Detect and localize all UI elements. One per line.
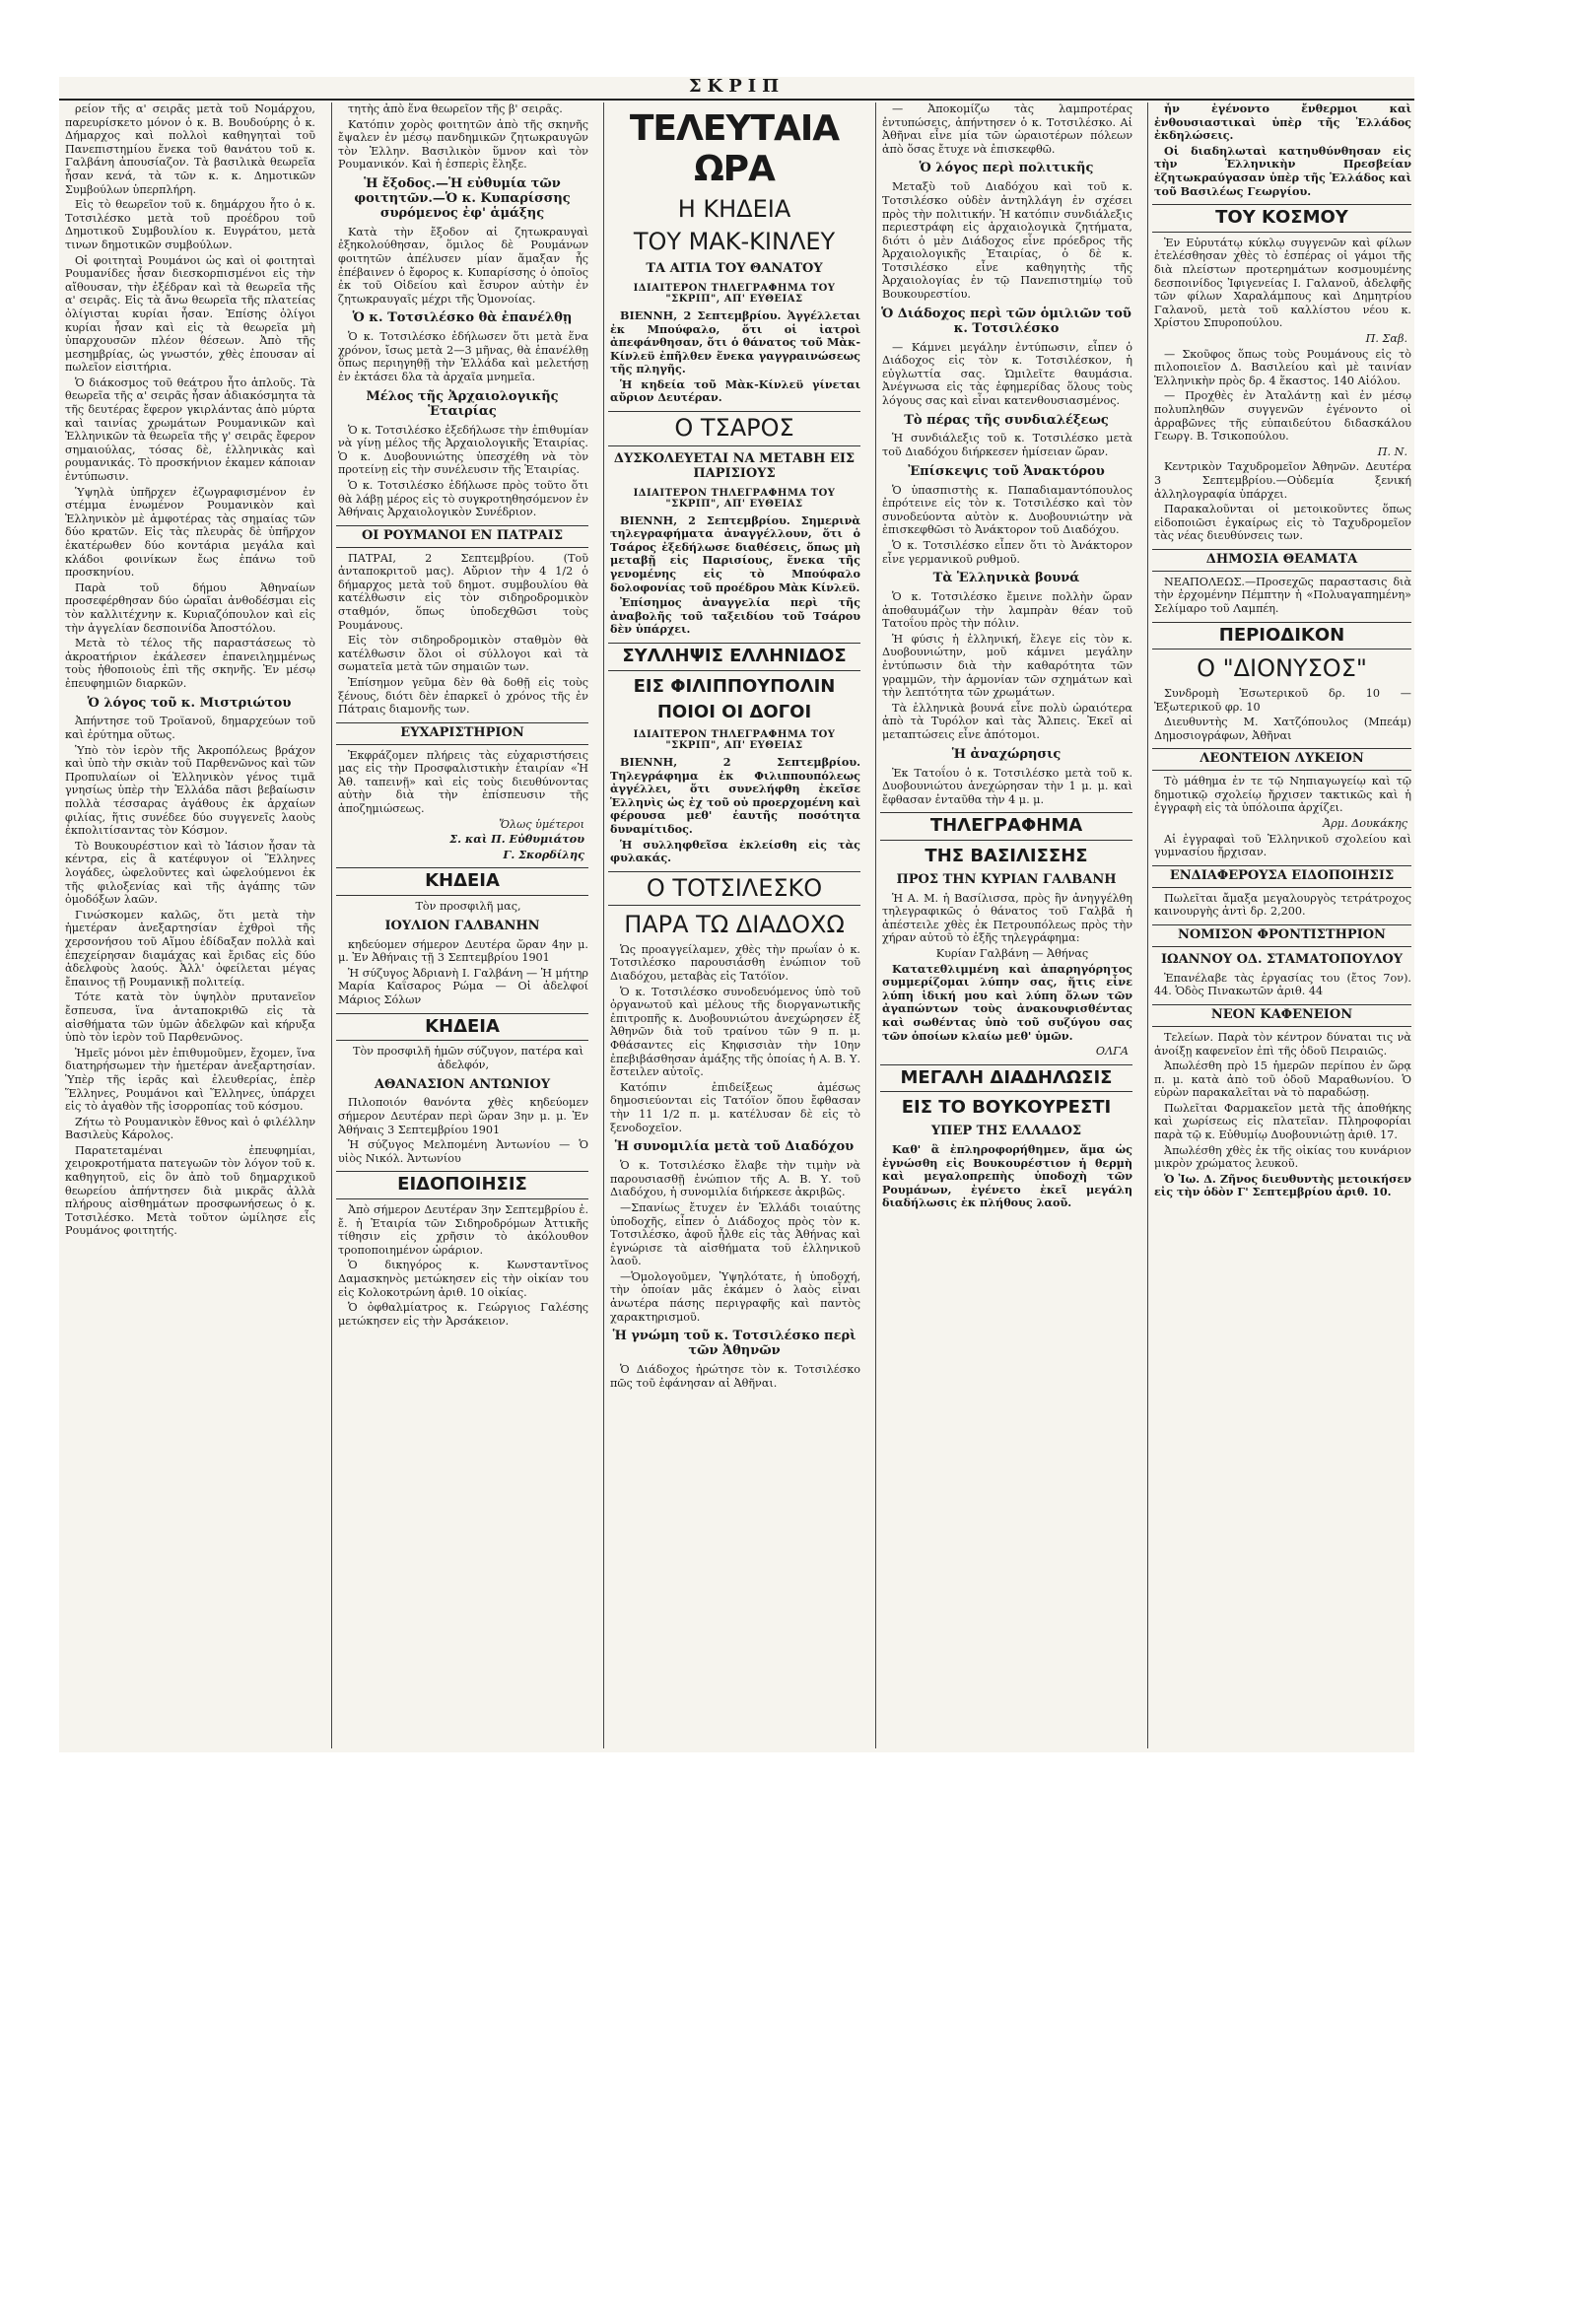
paragraph: Διευθυντὴς Μ. Χατζόπουλος (Μπεάμ) Δημοσιογράφων, Ἀθῆναι — [1154, 716, 1411, 742]
paragraph: Ὁ κ. Τοτσιλέσκο ἐδήλωσεν ὅτι μετὰ ἕνα χρόνον, ἴσως μετὰ 2—3 μῆνας, θὰ ἐπανέλθῃ ὅπως περιηγηθῇ τὴν Ἑλλάδα καὶ μελετήσῃ ἐν ἐκτάσει δλα τὰ ἀρχαῖα μνημεῖα. — [338, 330, 588, 384]
paragraph: —Ὁμολογοῦμεν, Ὑψηλότατε, ἡ ὑποδοχή, τὴν ὁποίαν μᾶς ἐκάμεν ὁ λαὸς εἶναι ἀνωτέρα πάσης περιγραφῆς καὶ παντὸς χαρακτηρισμοῦ. — [610, 1269, 860, 1324]
paragraph: Τελείων. Παρὰ τὸν κέντρον δύναται τις νὰ ἀνοίξῃ καφενεῖον ἐπὶ τῆς ὁδοῦ Πειραιῶς. — [1154, 1030, 1411, 1058]
paragraph: ΒΙΕΝΝΗ, 2 Σεπτεμβρίου. Σημερινὰ τηλεγραφήματα ἀναγγέλλουν, ὅτι ὁ Τσάρος ἐξεδήλωσε διαθέσεις, ὅπως μὴ μεταβῇ εἰς Παρισίους, ἕνεκα τῆς γενομένης εἰς τὸ Μπούφαλο δολοφονίας τοῦ προέδρου Μὰκ Κίνλεϋ. — [610, 513, 860, 594]
deceased-name: ΙΟΥΛΙΟΝ ΓΑΛΒΑΝΗΝ — [384, 918, 540, 933]
section-heading: ΠΕΡΙΟΔΙΚΟΝ — [1152, 622, 1411, 650]
subheading: Τὰ Ἑλληνικὰ βουνά — [932, 571, 1080, 586]
masthead: ΣΚΡΙΠ — [59, 77, 1414, 101]
paragraph: Ἡ σύζυγος Μελπομένη Ἀντωνίου — Ὁ υἱὸς Νικόλ. Ἀντωνίου — [338, 1138, 588, 1165]
paragraph: Ὁ Διάδοχος ἠρώτησε τὸν κ. Τοτσιλέσκο πῶς τοῦ ἐφάνησαν αἱ Ἀθῆναι. — [610, 1363, 860, 1390]
column-1 — [59, 103, 319, 1748]
subheading: Ὁ κ. Τοτσιλέσκο θὰ ἐπανέλθῃ — [352, 310, 573, 326]
paragraph: Τὸν προσφιλῆ ἡμῶν σύζυγον, πατέρα καὶ ἀδελφόν, — [352, 1045, 584, 1071]
paragraph: Τὰ ἑλληνικὰ βουνά εἶνε πολὺ ὡραιότερα ἀπὸ τὰ Τυρόλον καὶ τὰς Ἄλπεις. Ἐκεῖ αἱ μεταπτώσεις εἶνε ἀπότομοι. — [882, 701, 1132, 741]
paragraph: Ὁ κ. Τοτσιλέσκο ἐδήλωσε πρὸς τοῦτο ὅτι θὰ λάβῃ μέρος εἰς τὸ συγκροτηθησόμενον ἐν Ἀθήναις Ἀρχαιολογικὸν Συνέδριον. — [338, 478, 588, 519]
subheading: ΔΥΣΚΟΛΕΥΕΤΑΙ ΝΑ ΜΕΤΑΒΗ ΕΙΣ ΠΑΡΙΣΙΟΥΣ — [613, 450, 856, 481]
paragraph: Ὁ κ. Τοτσιλέσκο εἶπεν ὅτι τὸ Ἀνάκτορον εἶνε γερμανικοῦ ρυθμοῦ. — [882, 538, 1132, 566]
paragraph: ΒΙΕΝΝΗ, 2 Σεπτεμβρίου. Ἀγγέλλεται ἐκ Μπούφαλο, ὅτι οἱ ἰατροὶ ἀπεφάνθησαν, ὅτι ὁ θάνατος τοῦ Μὰκ-Κίνλεϋ ἐπῆλθεν ἕνεκα γαγγραινώσεως τῆς πληγῆς. — [610, 308, 860, 376]
paragraph: Παρὰ τοῦ δήμου Ἀθηναίων προσεφέρθησαν δύο ὡραῖαι ἀνθοδέσμαι εἰς τὸν καλλιτέχνην κ. Κυριαζόπουλον καὶ εἰς τὴν ἀγγελίαν δεσποινίδα Ἀποστόλου. — [65, 581, 315, 635]
headline: ΣΥΛΛΗΨΙΣ ΕΛΛΗΝΙΔΟΣ — [608, 643, 860, 671]
paragraph: Ὁ κ. Τοτσιλέσκο συνοδευόμενος ὑπὸ τοῦ ὀργανωτοῦ καὶ μέλους τῆς διοργανωτικῆς ἐπιτροπῆς κ. Δυοβουνιώτου ἀνεχώρησεν ἐξ Ἀθηνῶν διὰ τοῦ τραίνου τῶν 9 π. μ. Φθάσαντες εἰς Κηφισσιὰν τὴν 10ην ἐπεβιβάσθησαν ἁμάξης τῆς ὁποίας ἡ Α. Β. Υ. ἔστειλεν αὐτοῖς. — [610, 985, 860, 1079]
paragraph: Ἡ σύζυγος Ἀδριανὴ Ι. Γαλβάνη — Ἡ μήτηρ Μαρία Καΐσαρος Ρώμα — Οἱ ἀδελφοί Μάριος Σόλων — [338, 966, 588, 1007]
dispatch-line: ΙΔΙΑΙΤΕΡΟΝ ΤΗΛΕΓΡΑΦΗΜΑ ΤΟΥ "ΣΚΡΙΠ", ΑΠ' ΕΥΘΕΙΑΣ — [633, 487, 836, 511]
paragraph: Μεταξὺ τοῦ Διαδόχου καὶ τοῦ κ. Τοτσιλέσκο οὐδὲν ἀντηλλάγη ἐν σχέσει πρὸς τὴν πολιτικήν. Ἡ κατόπιν συνδιάλεξις περιεστράφη εἰς ἀρχαιολογικὰ ζητήματα, διότι ὁ μὲν Διάδοχος εἶνε πρόεδρος τῆς Ἀρχαιολογικῆς Ἑταιρίας, ὁ δὲ κ. Τοτσιλέσκο εἶνε καθηγητὴς τῆς Ἀρχαιολογίας ἐν τῷ Πανεπιστημίῳ τοῦ Βουκουρεστίου. — [882, 180, 1132, 302]
subheading: Ἡ συνομιλία μετὰ τοῦ Διαδόχου — [614, 1139, 855, 1155]
paragraph: Συνδρομὴ Ἐσωτερικοῦ δρ. 10 — Ἐξωτερικοῦ φρ. 10 — [1154, 686, 1411, 714]
newspaper-page — [59, 77, 1414, 1752]
paragraph: Κατόπιν χορὸς φοιτητῶν ἀπὸ τῆς σκηνῆς ἔψαλεν ἐν μέσῳ πανδημικῶν ζητωκραυγῶν τὸν Ἑλλην. Βασιλικὸν ὕμνον καὶ τὸν Ρουμανικόν. Καὶ ἡ ἑσπερὶς ἔληξε. — [338, 117, 588, 171]
headline: Ο "ΔΙΟΝΥΣΟΣ" — [1197, 654, 1367, 683]
paragraph: Οἱ διαδηλωταὶ κατηυθύνθησαν εἰς τὴν Ἑλληνικὴν Πρεσβείαν ἐζητωκραύγασαν ὑπὲρ τῆς Ἑλλάδος καὶ τοῦ Βασιλέως Γεωργίου. — [1154, 143, 1411, 198]
paragraph: Ὁ κ. Τοτσιλέσκο ἔμεινε πολλὴν ὥραν ἀποθαυμάζων τὴν λαμπρὰν θέαν τοῦ Τατοΐου πρὸς τὴν πόλιν. — [882, 590, 1132, 631]
subheading: Μέλος τῆς Ἀρχαιολογικῆς Ἑταιρίας — [366, 388, 559, 419]
section-heading: ΝΕΟΝ ΚΑΦΕΝΕΙΟΝ — [1152, 1004, 1411, 1027]
paragraph: Ἐκφράζομεν πλήρεις τὰς εὐχαριστήσεις μας εἰς τὴν Προσφαλιστικὴν ἑταιρίαν «Ἡ Ἀθ. ταπεινῇ» καὶ εἰς τοὺς διευθύνοντας αὐτὴν διὰ τὴν ἐπίσπευσιν τῆς ἀποζημιώσεως. — [338, 748, 588, 816]
column-3 — [603, 103, 864, 1748]
paragraph: Ὁ ὀφθαλμίατρος κ. Γεώργιος Γαλέσης μετώκησεν εἰς τὴν Ἀρσάκειον. — [338, 1301, 588, 1328]
paragraph: Ζήτω τὸ Ρουμανικὸν ἔθνος καὶ ὁ φιλέλλην Βασιλεὺς Κάρολος. — [65, 1115, 315, 1142]
signature: Ὅλως ὑμέτεροι — [499, 817, 584, 831]
paragraph: Ἡ συνδιάλεξις τοῦ κ. Τοτσιλέσκο μετὰ τοῦ Διαδόχου διήρκεσεν ἡμίσειαν ὥραν. — [882, 432, 1132, 459]
paragraph: Ἀπωλέσθη πρὸ 15 ἡμερῶν περίπου ἐν ὥρᾳ π. μ. κατὰ ἀπὸ τοῦ ὁδοῦ Μαραθωνίου. Ὁ εὑρὼν παρακαλεῖται νὰ τὸ παραδώσῃ. — [1154, 1059, 1411, 1100]
headline: ΕΙΣ ΤΟ ΒΟΥΚΟΥΡΕΣΤΙ — [901, 1097, 1112, 1119]
paragraph: Ἡ Α. Μ. ἡ Βασίλισσα, πρὸς ἣν ἀνηγγέλθη τηλεγραφικῶς ὁ θάνατος τοῦ Γαλβᾶ ἡ ἀπέστειλε χθὲς ἐκ Πετρουπόλεως πρὸς τὴν χήραν αὐτοῦ τὸ ἑξῆς τηλεγράφημα: — [882, 891, 1132, 945]
paragraph: Ἡ φύσις ἡ ἑλληνική, ἔλεγε εἰς τὸν κ. Δυοβουνιώτην, μοῦ κάμνει μεγάλην ἐντύπωσιν διὰ τὴν καθαρότητα τῶν γραμμῶν, τὴν ἁρμονίαν τῶν σχημάτων καὶ τὴν λεπτότητα τῶν χρωμάτων. — [882, 632, 1132, 700]
paragraph: Καθ' ἃ ἐπληροφορήθημεν, ἅμα ὡς ἐγνώσθη εἰς Βουκουρέστιον ἡ θερμὴ καὶ μεγαλοπρεπὴς ὑποδοχὴ τῶν Ρουμάνων, ἐγένετο ἐκεῖ μεγάλη διαδήλωσις ἐκ πλήθους λαοῦ. — [882, 1142, 1132, 1210]
section-heading: ΚΗΔΕΙΑ — [336, 1013, 588, 1042]
section-heading: ΛΕΟΝΤΕΙΟΝ ΛΥΚΕΙΟΝ — [1152, 748, 1411, 771]
column-4 — [875, 103, 1136, 1748]
paragraph: Πιλοποιόν θανόντα χθὲς κηδεύομεν σήμερον Δευτέραν περὶ ὥραν 3ην μ. μ. Ἐν Ἀθήναις 3 Σεπτεμβρίου 1901 — [338, 1096, 588, 1136]
paragraph: Εἰς τὸν σιδηροδρομικὸν σταθμὸν θὰ κατέλθωσιν ὅλοι οἱ σύλλογοι καὶ τὰ σωματεῖα μετὰ τῶν σημαιῶν των. — [338, 634, 588, 674]
paragraph: Γινώσκομεν καλῶς, ὅτι μετὰ τὴν ἡμετέραν ἀνεξαρτησίαν ἐχθροὶ τῆς χερσονήσου τοῦ Αἵμου ἐδίδαξαν πολλὰ καὶ ἐπεχείρησαν διαμάχας καὶ ἔριδας εἰς δύο ἀδελφοὺς λαούς. Ἀλλ' ὀφείλεται μέγας ἔπαινος τῇ Ρουμανικῇ πολιτείᾳ. — [65, 908, 315, 989]
column-5 — [1147, 103, 1415, 1748]
paragraph: Ὁ ὑπασπιστὴς κ. Παπαδιαμαντόπουλος ἐπρότεινε εἰς τὸν κ. Τοτσιλέσκο καὶ τὸν συνοδεύοντα αὐτὸν κ. Δυοβουνιώτην νὰ ἐπισκεφθῶσι τὸ Ἀνάκτορον τοῦ Διαδόχου. — [882, 483, 1132, 537]
paragraph: Ὡς προαγγείλαμεν, χθὲς τὴν πρωΐαν ὁ κ. Τοτσιλέσκο παρουσιάσθη ἐνώπιον τοῦ Διαδόχου, μεταβὰς εἰς Τατόϊον. — [610, 942, 860, 984]
paragraph: Ἐν Εὐρυτάτῳ κύκλῳ συγγενῶν καὶ φίλων ἐτελέσθησαν χθὲς τὸ ἑσπέρας οἱ γάμοι τῆς διὰ πλείστων προτερημάτων κοσμουμένης δεσποινίδος Ἰφιγενείας Ι. Γαλανοῦ, ἀδελφῆς τῶν φίλων Χαραλάμπους καὶ Δημητρίου Γαλανοῦ, μετὰ τοῦ καλλίστου νέου κ. Χρίστου Σπυροπούλου. — [1154, 236, 1411, 330]
paragraph: — Προχθὲς ἐν Ἀταλάντῃ καὶ ἐν μέσῳ πολυπληθῶν συγγενῶν ἐγένοντο οἱ ἀρραβῶνες τῆς εὐπαιδεύτου διδασκάλου Γεωργ. Β. Τσικοπούλου. — [1154, 389, 1411, 444]
subheading: ΤΑ ΑΙΤΙΑ ΤΟΥ ΘΑΝΑΤΟΥ — [646, 260, 823, 276]
paragraph: — Σκοῦφος ὅπως τοὺς Ρουμάνους εἰς τὸ πιλοποιεῖον Δ. Βασιλείου καὶ μὲ ταινίαν Ἑλληνικὴν πρὸς δρ. 4 ἕκαστος. 140 Αἰόλου. — [1154, 347, 1411, 387]
paragraph: Ὁ Ἰω. Δ. Ζῆνος διευθυντὴς μετοικήσεν εἰς τὴν ὁδὸν Γ' Σεπτεμβρίου ἀριθ. 10. — [1154, 1171, 1411, 1199]
paragraph: Κατόπιν ἐπιδείξεως ἀμέσως δημοσιεύονται εἰς Τατόϊον ὅπου ἔφθασαν τὴν 11 1/2 π. μ. κατέλυσαν δὲ εἰς τὸ ξενοδοχεῖον. — [610, 1080, 860, 1134]
paragraph: Ἀπωλέσθη χθὲς ἐκ τῆς οἰκίας του κυνάριον μικρὸν χρώματος λευκοῦ. — [1154, 1143, 1411, 1171]
paragraph: Ὁ κ. Τοτσιλέσκο ἔλαβε τὴν τιμὴν νὰ παρουσιασθῇ ἐνώπιον τῆς Α. Β. Υ. τοῦ Διαδόχου, ἡ συνομιλία διήρκεσε ἀκριβῶς. — [610, 1159, 860, 1199]
paragraph: Ἡ κηδεία τοῦ Μὰκ-Κίνλεϋ γίνεται αὔριον Δευτέραν. — [610, 376, 860, 405]
paragraph: ΠΑΤΡΑΙ, 2 Σεπτεμβρίου. (Τοῦ ἀνταποκριτοῦ μας). Αὔριον τὴν 4 1/2 ὁ δήμαρχος μετὰ τοῦ δημοτ. συμβουλίου θὰ κατέλθωσιν εἰς τὸν σιδηροδρομικὸν σταθμόν, ὅπως ὑποδεχθῶσι τοὺς Ρουμάνους. — [338, 551, 588, 632]
paragraph: —Σπανίως ἔτυχεν ἐν Ἑλλάδι τοιαύτης ὑποδοχῆς, εἶπεν ὁ Διάδοχος πρὸς τὸν κ. Τοτσιλέσκο, ἀφοῦ ἦλθε εἰς τὰς Ἀθήνας καὶ ἐγνώρισε τὰ αἰσθήματα τοῦ ἑλληνικοῦ λαοῦ. — [610, 1200, 860, 1268]
paragraph: ΒΙΕΝΝΗ, 2 Σεπτεμβρίου. Τηλεγράφημα ἐκ Φιλιππουπόλεως ἀγγέλλει, ὅτι συνελήφθη ἐκεῖσε Ἑλληνὶς ὡς ἐχ τοῦ οὐ προερχομένη καὶ φέρουσα μεθ' ἑαυτῆς ποσότητα δυναμίτιδος. — [610, 754, 860, 836]
banner-heading: ΤΕΛΕΥΤΑΙΑ ΩΡΑ — [629, 108, 840, 190]
headline: ΤΟΥ ΜΑΚ-ΚΙΝΛΕΥ — [633, 228, 836, 256]
headline: ΤΗΛΕΓΡΑΦΗΜΑ — [880, 812, 1132, 841]
dispatch-line: ΙΔΙΑΙΤΕΡΟΝ ΤΗΛΕΓΡΑΦΗΜΑ ΤΟΥ "ΣΚΡΙΠ", ΑΠ' ΕΥΘΕΙΑΣ — [633, 728, 836, 752]
paragraph: Τὸ μάθημα ἐν τε τῷ Νηπιαγωγείῳ καὶ τῷ δημοτικῷ σχολείῳ ἤρχισεν τακτικῶς καὶ ἡ ἐγγραφὴ εἰς τὰ ὑπόλοιπα ἀρχίζει. — [1154, 775, 1411, 815]
section-heading: ΔΗΜΟΣΙΑ ΘΕΑΜΑΤΑ — [1152, 549, 1411, 572]
subheading: Ὁ Διάδοχος περὶ τῶν ὁμιλιῶν τοῦ κ. Τοτσιλέσκο — [881, 306, 1131, 336]
signature: Π. Σαβ. — [1365, 332, 1407, 345]
headline: ΕΙΣ ΦΙΛΙΠΠΟΥΠΟΛΙΝ — [633, 675, 836, 697]
headline: Η ΚΗΔΕΙΑ — [677, 194, 791, 223]
headline: ΠΟΙΟΙ ΟΙ ΔΟΓΟΙ — [656, 702, 812, 723]
headline: ΤΗΣ ΒΑΣΙΛΙΣΣΗΣ — [925, 846, 1088, 866]
subheading: Ἡ ἀναχώρησις — [951, 746, 1062, 762]
subheading: Ὁ λόγος περὶ πολιτικῆς — [919, 161, 1094, 176]
paragraph: Μετὰ τὸ τέλος τῆς παραστάσεως τὸ ἀκροατήριον ἐκάλεσεν ἐπανειλημμένως τοὺς ἠθοποιοὺς ἐπὶ τῆς σκηνῆς. Ἐν μέσῳ ἐπευφημιῶν διαρκῶν. — [65, 637, 315, 690]
paragraph: Ἐκ Τατοΐου ὁ κ. Τοτσιλέσκο μετὰ τοῦ κ. Δυοβουνιώτου ἀνεχώρησαν τὴν 1 μ. μ. καὶ ἔφθασαν ἐνταῦθα τὴν 4 μ. μ. — [882, 766, 1132, 806]
section-heading: ΟΙ ΡΟΥΜΑΝΟΙ ΕΝ ΠΑΤΡΑΙΣ — [336, 525, 588, 548]
paragraph: Ἡ συλληφθεῖσα ἐκλείσθη εἰς τὰς φυλακάς. — [610, 837, 860, 865]
paragraph: Ἡμεῖς μόνοι μὲν ἐπιθυμοῦμεν, ἔχομεν, ἵνα διατηρήσωμεν τὴν ἡμετέραν ἀνεξαρτησίαν. Ὑπὲρ τῆς ἱερᾶς καὶ ἐλευθερίας, ἑπὲρ Ἕλληνες, Ρουμάνοι καὶ Ἕλληνες, ὑπάρχει εἰς τὸ ἀγαθὸν τῆς ἰσορροπίας τοῦ κόσμου. — [65, 1046, 315, 1114]
section-heading: ΕΥΧΑΡΙΣΤΗΡΙΟΝ — [336, 722, 588, 745]
paragraph: ΝΕΑΠΟΛΕΩΣ.—Προσεχῶς παραστασις διὰ τὴν ἐρχομένην Πέμπτην ἡ «Πολυαγαπημένη» Σελίμαρο τοῦ Λαμπέη. — [1154, 575, 1411, 616]
headline: Ο ΤΣΑΡΟΣ — [608, 411, 860, 446]
subheading: Ἐπίσκεψις τοῦ Ἀνακτόρου — [908, 463, 1105, 479]
section-heading: ΤΟΥ ΚΟΣΜΟΥ — [1152, 204, 1411, 233]
paragraph: Οἱ φοιτηταὶ Ρουμάνοι ὡς καὶ οἱ φοιτηταὶ Ρουμανίδες ἦσαν διεσκορπισμένοι εἰς τὴν αἴθουσαν, τὴν ἐξέδραν καὶ τὰ θεωρεῖα τῆς α' σειρᾶς. Εἰς τὰ ἄνω θεωρεῖα τῆς πλατείας ὀλίγισται κυρίαι ἦσαν. Ἐπίσης ὀλίγοι κυρίαι ἦσαν καὶ εἰς τὰ θεωρεῖα μὴ ὑπαρχουσῶν πλέον θέσεων. Ἀπὸ τῆς μεσημβρίας, ὡς γνωστόν, χθὲς ἐπουσαν αἱ πωλεῖον εἰσιτήρια. — [65, 253, 315, 375]
paragraph: Ἀπὸ σήμερον Δευτέραν 3ην Σεπτεμβρίου ἐ. ἔ. ἡ Ἑταιρία τῶν Σιδηροδρόμων Ἀττικῆς τίθησιν εἰς χρῆσιν τὸ ἀκόλουθον τροποποιημένον ὡράριον. — [338, 1203, 588, 1257]
paragraph: Ἀπήντησε τοῦ Τροϊανοῦ, δημαρχεύων τοῦ καὶ ἐρύτημα οὕτως. — [65, 715, 315, 742]
signature: Ἀρμ. Δουκάκης — [1323, 817, 1407, 830]
section-heading: ΕΝΔΙΑΦΕΡΟΥΣΑ ΕΙΔΟΠΟΙΗΣΙΣ — [1152, 865, 1411, 888]
paragraph: κηδεύομεν σήμερον Δευτέρα ὥραν 4ην μ. μ. Ἐν Ἀθήναις τῇ 3 Σεπτεμβρίου 1901 — [338, 937, 588, 965]
paragraph: Παρακαλοῦνται οἱ μετοικοῦντες ὅπως εἰδοποιῶσι ἐγκαίρως εἰς τὸ Ταχυδρομεῖον τὰς νέας διευθύνσεις των. — [1154, 503, 1411, 543]
paragraph: — Κάμνει μεγάλην ἐντύπωσιν, εἶπεν ὁ Διάδοχος εἰς τὸν κ. Τοτσιλέσκον, ἡ εὐγλωττία σας. Ὡμιλεῖτε θαυμάσια. Ἀνέγνωσα εἰς τὰς ἐφημερίδας ὅλους τοὺς λόγους σας καὶ εἶναι κατενθουσιασμένος. — [882, 340, 1132, 407]
paragraph: ρείον τῆς α' σειρᾶς μετὰ τοῦ Νομάρχου, παρευρίσκετο μόνον ὁ κ. Β. Βουδούρης ὁ κ. Δήμαρχος καὶ πολλοὶ καθηγηταὶ τοῦ Πανεπιστημίου ἕνεκα τοῦ θανάτου τοῦ κ. Γαλβάνη ἀπουσίαζον. Τὰ βασιλικὰ θεωρεῖα ἦσαν κενά, τὰ τῶν κ. κ. Δημοτικῶν Συμβούλων ὑπερπλήρη. — [65, 103, 315, 196]
section-heading: ΝΟΜΙΣΟΝ ΦΡΟΝΤΙΣΤΗΡΙΟΝ — [1152, 924, 1411, 947]
dispatch-line: ΙΔΙΑΙΤΕΡΟΝ ΤΗΛΕΓΡΑΦΗΜΑ ΤΟΥ "ΣΚΡΙΠ", ΑΠ' ΕΥΘΕΙΑΣ — [633, 282, 836, 306]
signature: ΟΛΓΑ — [1095, 1045, 1129, 1059]
paragraph: Κυρίαν Γαλβάνη — Ἀθήνας — [935, 947, 1089, 960]
columns — [59, 103, 1414, 1748]
subheading: Ἡ ἔξοδος.—Ἡ εὐθυμία τῶν φοιτητῶν.—Ὁ κ. Κυπαρίσσης συρόμενος ἐφ' ἁμάξης — [354, 175, 571, 221]
signature: Σ. καὶ Π. Εὐθυμιάτου — [449, 832, 584, 847]
paragraph: Ὁ διάκοσμος τοῦ θεάτρου ἦτο ἁπλοῦς. Τὰ θεωρεῖα τῆς α' σειρᾶς ἦσαν ἀδιακόσμητα τὰ τῆς δευτέρας ἔφερον γκιρλάντας ἀπὸ μύρτα καὶ ταινίας χρωμάτων Ρουμανικῶν καὶ Ἑλληνικῶν τὰ θεωρεῖα τῆς γ' σειρᾶς ἔφερον σημαιούλας, τόσας δὲ, ἑλληνικὰς καὶ ρουμανικάς. Τὸ προσκήνιον ἐκαμεν κάποιαν ἐντύπωσιν. — [65, 376, 315, 484]
subheading: Ἡ γνώμη τοῦ κ. Τοτσιλέσκο περὶ τῶν Ἀθηνῶν — [612, 1329, 857, 1359]
column-2 — [331, 103, 592, 1748]
paragraph: Τὸ Βουκουρέστιον καὶ τὸ Ἰάσιον ἦσαν τὰ κέντρα, εἰς ἃ κατέφυγον οἱ Ἕλληνες λογάδες, ὠφελοῦντες καὶ ὠφελούμενοι ἐκ τῆς φιλοξενίας καὶ τῆς ἀγάπης τῶν ὁμοδόξων λαῶν. — [65, 839, 315, 907]
subheading: ΙΩΑΝΝΟΥ ΟΔ. ΣΤΑΜΑΤΟΠΟΥΛΟΥ — [1160, 951, 1404, 967]
subheading: Ὁ λόγος τοῦ κ. Μιστριώτου — [87, 695, 292, 711]
paragraph: Ἐπανέλαβε τὰς ἐργασίας του (ἔτος 7ον). 44. Ὁδὸς Πινακωτῶν ἀριθ. 44 — [1154, 971, 1411, 998]
paragraph: τητὴς ἀπὸ ἕνα θεωρεῖον τῆς β' σειρᾶς. — [348, 103, 563, 115]
paragraph: ἦν ἐγένοντο ἔνθερμοι καὶ ἐνθουσιαστικαὶ ὑπὲρ τῆς Ἑλλάδος ἐκδηλώσεις. — [1154, 103, 1411, 143]
subheading: ΥΠΕΡ ΤΗΣ ΕΛΛΑΔΟΣ — [930, 1124, 1082, 1139]
paragraph: Κατατεθλιμμένη καὶ ἀπαρηγόρητος συμμερίζομαι λύπην σας, ἥτις εἶνε λύπη ἰδική μου καὶ λύπη ὅλων τῶν ἀγαπώντων τοὺς ἀνακουφισθέντας καὶ σωθέντας ὑπὸ τοῦ συζύγου σας τῶν ὁποίων κλαίω μεθ' ὑμῶν. — [882, 961, 1132, 1043]
paragraph: — Ἀποκομίζω τὰς λαμπροτέρας ἐντυπώσεις, ἀπήντησεν ὁ κ. Τοτσιλέσκο. Αἱ Ἀθῆναι εἶνε μία τῶν ὡραιοτέρων πόλεων ἀπὸ ὅσας ἔτυχε νὰ ἐπισκεφθῶ. — [882, 103, 1132, 156]
paragraph: Ὑπὸ τὸν ἱερὸν τῆς Ἀκροπόλεως βράχον καὶ ὑπὸ τὴν σκιὰν τοῦ Παρθενῶνος καὶ τῶν Προπυλαίων οἱ Ἑλληνικὸν γένος τιμᾶ γνησίως ὑπὲρ τὴν Ἑλλάδα πᾶσι βεβαίωσιν πολλὰ τέσσαρας ἀγάθους ἐκ ἀρχαίων φιλίας, ἥτις συνέδεε δύο συγγενεῖς λαοὺς ἐκπολιτίσαντας τὸν Κόσμον. — [65, 743, 315, 838]
paragraph: Τὸν προσφιλῆ μας, — [415, 900, 521, 914]
signature: Π. Ν. — [1377, 444, 1407, 458]
signature: Γ. Σκορδίλης — [503, 847, 584, 861]
paragraph: Παρατεταμέναι ἐπευφημίαι, χειροκροτήματα πατεγωῶν τὸν λόγον τοῦ κ. καθηγητοῦ, εἰς ὃν ἀπὸ τοῦ δημαρχικοῦ θεωρείου ἀπήντησεν διὰ μικρᾶς ἀλλὰ πλήρους αἰσθημάτων προσφωνήσεως ὁ κ. Τοτσιλέσκο. Μετὰ τοῦτον ὡμίλησε εἷς Ρουμάνος φοιτητής. — [65, 1143, 315, 1238]
headline: Ο ΤΟΤΣΙΛΕΣΚΟ — [608, 871, 860, 907]
paragraph: Ὑψηλὰ ὑπῆρχεν ἐζωγραφισμένον ἐν στέμμα ἑνωμένον Ρουμανικὸν καὶ Ἑλληνικὸν μὲ ἀμφοτέρας τὰς σημαίας τῶν δύο κρατῶν. Εἰς τὰς πλευρὰς δὲ ὑπῆρχον ἑκατέρωθεν δύο κοντάρια μεγάλα καὶ κλάδοι φοινίκων ἔως ἐπάνω τοῦ προσκηνίου. — [65, 485, 315, 580]
paragraph: Ὁ δικηγόρος κ. Κωνσταντῖνος Δαμασκηνὸς μετώκησεν εἰς τὴν οἰκίαν του εἰς Κολοκοτρώνη ἀριθ. 10 οἰκίας. — [338, 1259, 588, 1299]
headline: ΠΑΡΑ ΤΩ ΔΙΑΔΟΧΩ — [624, 911, 845, 939]
paragraph: Ἐπίσημος ἀναγγελία περὶ τῆς ἀναβολῆς τοῦ ταξειδίου τοῦ Τσάρου δὲν ὑπάρχει. — [610, 595, 860, 637]
paragraph: Πωλεῖται ἄμαξα μεγαλουργὸς τετράτροχος καινουργὴς ἀντὶ δρ. 2,200. — [1154, 891, 1411, 919]
section-heading: ΕΙΔΟΠΟΙΗΣΙΣ — [336, 1171, 588, 1199]
subheading: ΠΡΟΣ ΤΗΝ ΚΥΡΙΑΝ ΓΑΛΒΑΝΗ — [896, 871, 1117, 887]
subheading: Τὸ πέρας τῆς συνδιαλέξεως — [904, 412, 1109, 428]
paragraph: Αἱ ἐγγραφαὶ τοῦ Ἑλληνικοῦ σχολείου καὶ γυμνασίου ἤρχισαν. — [1154, 832, 1411, 859]
paragraph: Κεντρικὸν Ταχυδρομεῖον Ἀθηνῶν. Δευτέρα 3 Σεπτεμβρίου.—Οὐδεμία ξενική ἀλληλογραφία ὑπάρχει. — [1154, 460, 1411, 501]
deceased-name: ΑΘΑΝΑΣΙΟΝ ΑΝΤΩΝΙΟΥ — [374, 1076, 551, 1092]
section-heading: ΚΗΔΕΙΑ — [336, 867, 588, 896]
paragraph: Ὁ κ. Τοτσιλέσκο ἐξεδήλωσε τὴν ἐπιθυμίαν νὰ γίνῃ μέλος τῆς Ἀρχαιολογικῆς Ἑταιρίας. Ὁ κ. Δυοβουνιώτης ὑπεσχέθη νὰ τὸν προτείνῃ εἰς τὴν συνέλευσιν τῆς Ἑταιρίας. — [338, 423, 588, 477]
paragraph: Ἐπίσημον γεῦμα δὲν θὰ δοθῇ εἰς τοὺς ξένους, διότι δὲν ἐπαρκεῖ ὁ χρόνος τῆς ἐν Πάτραις διαμονῆς των. — [338, 675, 588, 717]
paragraph: Κατὰ τὴν ἔξοδον αἱ ζητωκραυγαὶ ἐξηκολούθησαν, ὅμιλος δὲ Ρουμάνων φοιτητῶν ἀπέλυσεν μίαν ἅμαξαν ἧς ἐπέβαινεν ὁ ἔφορος κ. Κυπαρίσσης ὁ ὁποῖος ἐκ τοῦ Οἰδείου καὶ ἔσυρον αὐτὴν ἐν ζητωκραυγαῖς μέχρι τῆς Ὁμονοίας. — [338, 225, 588, 306]
headline: ΜΕΓΑΛΗ ΔΙΑΔΗΛΩΣΙΣ — [880, 1064, 1132, 1093]
paragraph: Εἰς τὸ θεωρεῖον τοῦ κ. δημάρχου ἦτο ὁ κ. Τοτσιλέσκο μετὰ τοῦ προέδρου τοῦ Δημοτικοῦ Συμβουλίου κ. Ευγράτου, μετὰ τινων δημοτικῶν συμβούλων. — [65, 198, 315, 251]
paragraph: Πωλεῖται Φαρμακεῖον μετὰ τῆς ἀποθήκης καὶ χωρίσεως εἰς πλατεῖαν. Πληροφορίαι παρὰ τῷ κ. Εὐθυμίῳ Δυοβουνιώτῃ ἀριθ. 17. — [1154, 1101, 1411, 1142]
paragraph: Τότε κατὰ τὸν ὑψηλὸν πρυτανεῖον ἔσπευσα, ἵνα ἀνταποκριθῶ εἰς τὰ αἰσθήματα τῶν ὑμῶν ἀδελφῶν καὶ κήρυξα ὑπὸ τὸν ἱερὸν τοῦ Παρθενῶνος. — [65, 991, 315, 1045]
